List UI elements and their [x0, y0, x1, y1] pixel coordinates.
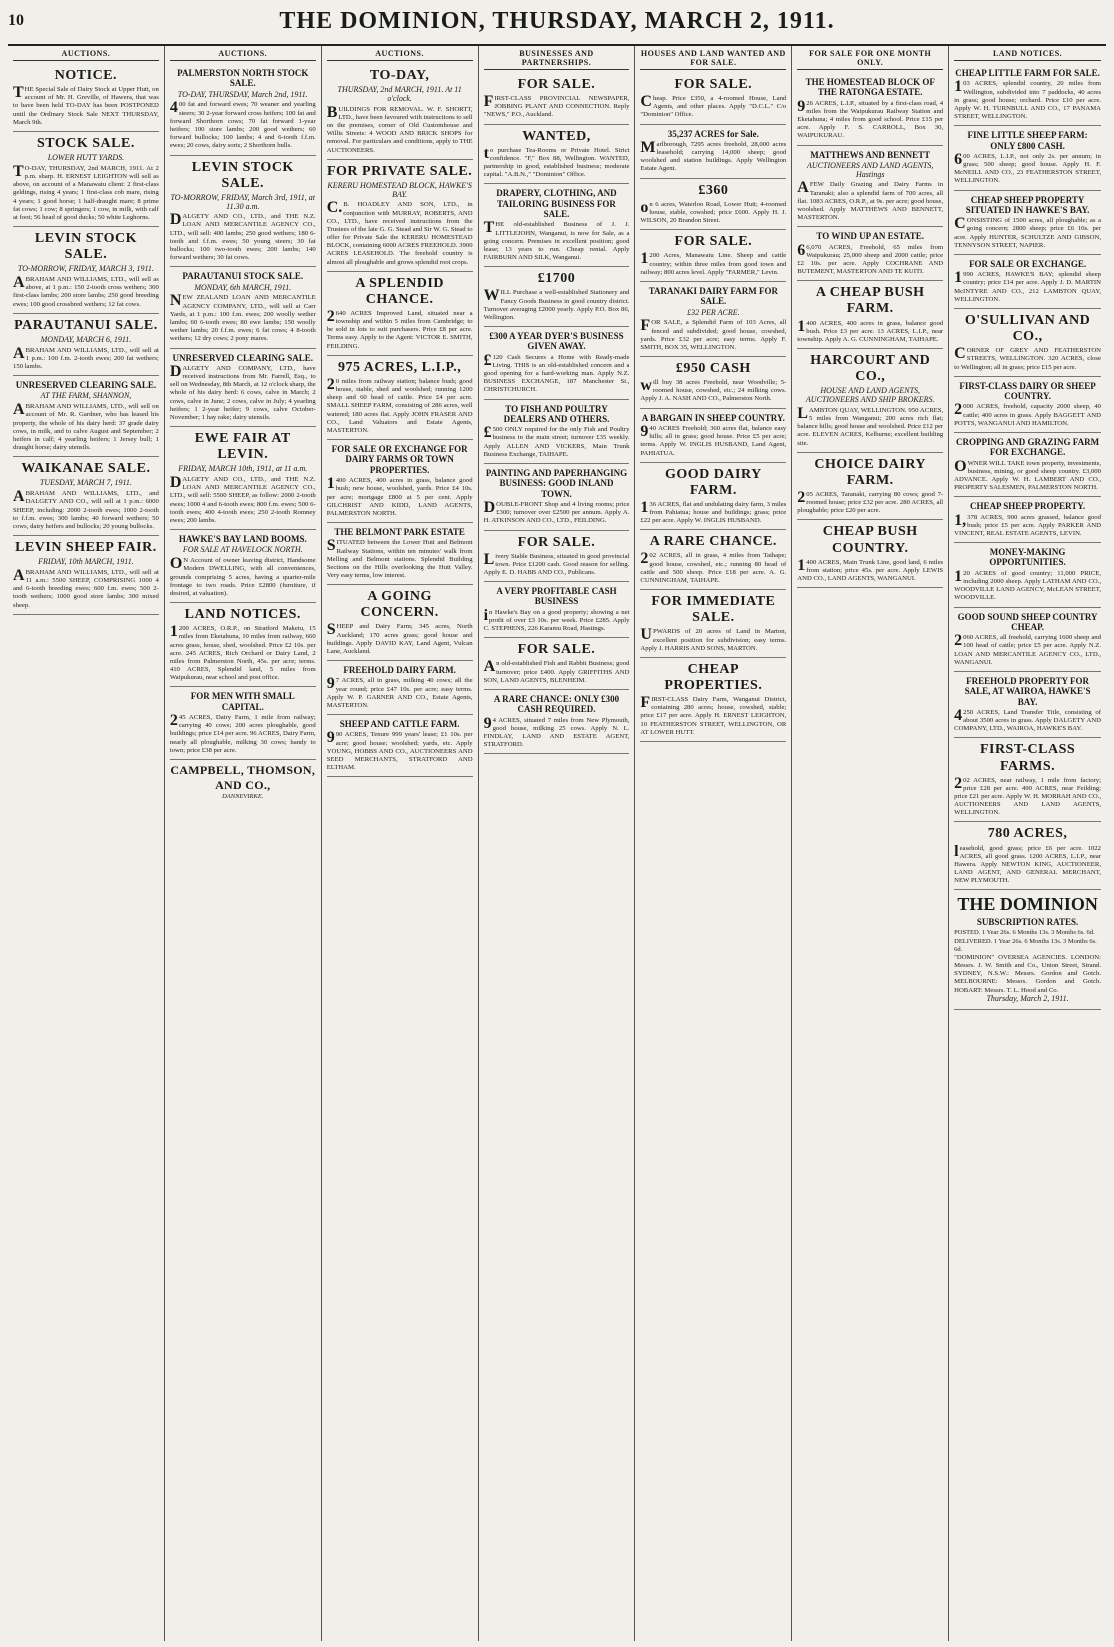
advertisement [640, 230, 786, 282]
advertisement [484, 464, 630, 531]
ad-body: to purchase Tea-Rooms or Private Hotel. Strict confidence. "F," Box 88, Wellington. WANTED, partnership in good, established business; moderate capital. "A.B.N.," "Dominion" Office. [483, 144, 630, 179]
ad-body: SITUATED between the Lower Hutt and Belmont Railway Stations, within ten minutes' walk from Melling and Belmont stations. Splendid Building Sections on the Hills overlooking the Hutt Valley. Very easy terms, low interest. [326, 537, 473, 580]
ad-body: 120 ACRES of good country; 11,000 PRICE, including 2000 sheep. Apply LATHAM AND CO., WOODVILLE LAND AGENCY, McLEAN STREET, WOODVILLE. [954, 567, 1101, 602]
advertisement [954, 64, 1101, 126]
advertisement [13, 132, 159, 227]
ad-title: MONEY-MAKING OPPORTUNITIES. [989, 547, 1066, 568]
ad-title: GOOD DAIRY FARM. [665, 466, 762, 498]
ad-title: CHEAP BUSH COUNTRY. [822, 524, 918, 556]
ad-title: TO-DAY, [369, 68, 430, 83]
advertisement [797, 281, 943, 349]
advertisement [640, 530, 786, 590]
column-heading: AUCTIONS. [327, 48, 473, 61]
ad-body: ABRAHAM AND WILLIAMS, LTD., will sell as above, at 1 p.m.: 150 2-tooth cross wethers; 300 first-class lambs; 200 store lambs; 250 good breeding ewes; 100 good crossbred wethers; 12 fat cows. [13, 274, 159, 308]
ad-title: CHEAP LITTLE FARM FOR SALE. [955, 68, 1100, 78]
advertisement [484, 690, 630, 754]
ad-body: DALGETY AND CO., LTD., and THE N.Z. LOAN AND MERCANTILE AGENCY CO., LTD., will sell: 400 lambs; 250 good wethers; 180 6-tooth and f.f.m. ewes; 50 young steers; 30 fat bullocks; 100 two-tooth ewes; 200 lambs; 140 forward wethers; 30 fat cows. [169, 211, 316, 262]
ad-body: DALGETY AND CO., LTD., and THE N.Z. LOAN AND MERCANTILE AGENCY CO., LTD., will sell: 5500 SHEEP, as follow: 2000 2-tooth ewes; 1000 4 and 6-tooth ewes; 800 f.m. ewes; 500 6-tooth ewes; 400 4-tooth ewes; 250 2-tooth Romney ewes; 200 lambs. [169, 474, 316, 524]
advertisement [170, 349, 316, 428]
ad-body: 400 fat and forward ewes; 70 weaner and yearling steers; 30 2-year forward cross heifers; 100 fat and forward Shorthorn cows; 70 fat forward 1-year heifers; 100 store lambs; 200 good wethers; 60 forward bullocks; 100 lambs; 4 and 6-tooth f.f.m. ewes; 20 cows, dairy sorts; 2 Shorthorn bulls. [169, 99, 316, 150]
advertisement [484, 582, 630, 638]
ad-title: CHOICE DAIRY FARM. [814, 456, 927, 488]
ad-title: TO FISH AND POULTRY DEALERS AND OTHERS. [503, 403, 610, 424]
ad-title: FIRST-CLASS DAIRY OR SHEEP COUNTRY. [959, 380, 1096, 402]
advertisement [13, 376, 159, 457]
ad-body: Marlborough, 7295 acres freehold, 28,000 acres leasehold; carrying 14,000 sheep; good woolshed and station buildings. Apply Wellington Estate Agent. [640, 138, 787, 173]
ad-body: will buy 38 acres Freehold, near Woodville; 5-roomed house, cowshed, etc.; 24 milking cows. Apply J. A. NASH AND CO., Palmerston North. [640, 377, 787, 403]
ad-body: BUILDINGS FOR REMOVAL. W. F. SHORTT, LTD., have been favoured with instructions to sell on the premises, corner of Old Customhouse and Willis Streets: 4 WOOD AND BRICK SHOPS for removal. For particulars and conditions, apply to THE AUCTIONEERS. [326, 103, 473, 154]
subscription-heading: SUBSCRIPTION RATES. [976, 917, 1079, 928]
ad-title: FOR SALE. [674, 77, 753, 92]
ad-body: in Hawke's Bay on a good property; showing a net profit of over £3 10s. per week. Price £285. Apply C. STEPHENS, 226 Karamu Road, Hastings. [483, 606, 630, 633]
column-1 [8, 46, 165, 1641]
ad-title: PALMERSTON NORTH STOCK SALE. [177, 68, 309, 89]
firm-name: CAMPBELL, THOMSON, AND CO., [170, 762, 316, 792]
ad-body: £500 ONLY required for the only Fish and Poultry business in the main street; turnover £35 weekly. Apply ALLEN AND VICKERS, Main Trunk Business Exchange, TAIHAPE. [483, 424, 630, 458]
column-heading: AUCTIONS. [170, 48, 316, 61]
ad-body: WILL Purchase a well-established Stationery and Fancy Goods Business in good country district. Turnover averaging £2000 yearly. Apply P.O. Box 86, Wellington. [483, 287, 630, 321]
ad-title: CHEAP PROPERTIES. [664, 661, 763, 693]
advertisement [484, 531, 630, 583]
column-heading: HOUSES AND LAND WANTED AND FOR SALE. [640, 48, 786, 70]
ad-title: FOR SALE. [517, 534, 596, 550]
ad-body: ABRAHAM AND WILLIAMS, LTD., will sell on account of Mr. R. Gardner, who has leased his property, the whole of his dairy herd: 37 grade dairy cows, in milk, and to calve August and September; 2 heifers in calf; 4 yearling heifers; 1 Jersey bull; 1 draught horse; dairy utensils. [13, 401, 159, 452]
column-heading: FOR SALE FOR ONE MONTH ONLY. [797, 48, 943, 70]
advertisement [954, 191, 1101, 255]
ad-title: STOCK SALE. [37, 135, 135, 151]
column-heading: LAND NOTICES. [954, 48, 1101, 61]
ad-title: 35,237 ACRES for Sale. [667, 128, 759, 139]
advertisement [954, 126, 1101, 190]
ad-body: FIRST-CLASS Dairy Farm, Wanganui District, containing 280 acres; house, cowshed, stable; price £17 per acre. Apply H. ERNEST LEIGHTON, 10 FEATHERSTON STREET, WELLINGTON, OR AT LOWER HUTT. [640, 694, 787, 736]
ad-body: LAMBTON QUAY, WELLINGTON. 950 ACRES, 5 miles from Wanganui; 200 acres rich flat; balance hills; good house and woolshed. Price £12 per acre. ELEVEN ACRES, Kelburne; excellent building site. [797, 404, 944, 447]
delivered-rates: DELIVERED. 1 Year 26s. 6 Months 13s. 3 Months 6s. 6d. [954, 937, 1097, 953]
advertisement [327, 356, 473, 440]
ad-title: FREEHOLD PROPERTY FOR SALE, AT WAIROA, HAWKE'S BAY. [964, 675, 1091, 707]
ad-body: on 6 acres, Waterloo Road, Lower Hutt; 4-roomed house, stable, cowshed; price £600. Apply H. J. WILSON, 20 Brandon Street. [640, 198, 787, 225]
ad-title: TARANAKI DAIRY FARM FOR SALE. [648, 285, 778, 307]
ad-body: 1400 ACRES, 400 acres in grass, balance good bush; new house, woolshed, yards. Price £4 10s. per acre; mortgage £800 at 5 per cent. Apply GILCHRIST AND KIDD, LAND AGENTS, PALMERSTON NORTH. [326, 475, 473, 517]
advertisement [327, 64, 473, 160]
ad-subtitle: AUCTIONEERS AND LAND AGENTS, Hastings [807, 160, 934, 179]
ad-title: FOR SALE. [517, 642, 596, 658]
ad-body: 1990 ACRES, HAWKE'S BAY; splendid sheep country; price £14 per acre. Apply J. D. MARTIN McINTYRE AND CO., 212 LAMBTON QUAY, WELLINGTON. [954, 269, 1101, 303]
advertisement [954, 608, 1101, 672]
ad-body: 20 miles from railway station; balance bush; good house, stable, shed and woolshed; running 1200 sheep and 60 head of cattle. Price £4 per acre. SMALL SHEEP FARM, consisting of 286 acres, well watered; 180 acres flat. Apply JOHN FRASER AND CO., Land Valuators and Estate Agents, MASTERTON. [326, 375, 473, 434]
ad-title: PAINTING AND PAPERHANGING BUSINESS: GOOD INLAND TOWN. [485, 467, 628, 499]
advertisement [484, 184, 630, 267]
ad-body: ABRAHAM AND WILLIAMS, LTD., will sell at 1 p.m.: 100 f.m. 2-tooth ewes; 200 fat wethers; 150 lambs. [13, 344, 159, 370]
advertisement [327, 715, 473, 777]
ad-title: 975 ACRES, L.I.P., [338, 359, 462, 375]
ad-title: 780 ACRES, [987, 826, 1068, 842]
ad-body: 2060 ACRES, all freehold, carrying 1600 sheep and 100 head of cattle; price £5 per acre. Apply N.Z. LOAN AND MERCANTILE AGENCY CO., LTD., WANGANUI. [954, 632, 1101, 666]
advertisement [954, 822, 1101, 890]
advertisement [170, 530, 316, 603]
ad-title: THE HOMESTEAD BLOCK OF THE RATONGA ESTATE. [805, 77, 935, 98]
ad-body: 600 ACRES, L.I.P., not only 2s. per annum; in grass; 500 sheep; good house. Apply H. F. McNEILL AND CO., 23 FEATHERSTON STREET, WELLINGTON. [954, 150, 1101, 185]
ad-body: ABRAHAM AND WILLIAMS, LTD., will sell at 11 a.m.: 5500 SHEEP, COMPRISING 1000 4 and 6-tooth breeding ewes; 600 f.m. ewes; 500 2-tooth wethers; 1000 good store lambs; 300 mixed sheep. [13, 566, 159, 609]
ad-body: SHEEP and Dairy Farm; 345 acres, North Auckland; 170 acres grass; good house and buildings. Apply DAVID KAY, Land Agent, Vulcan Lane, Auckland. [326, 621, 473, 655]
advertisement [327, 585, 473, 661]
ad-subtitle: LOWER HUTT YARDS. [47, 153, 125, 163]
advertisement [484, 73, 630, 125]
column-heading: AUCTIONS. [13, 48, 159, 61]
advertisement [170, 267, 316, 348]
advertisement [484, 267, 630, 327]
advertisement [170, 687, 316, 760]
advertisement [327, 523, 473, 585]
advertisement [797, 73, 943, 146]
ad-title: A BARGAIN IN SHEEP COUNTRY. [641, 412, 785, 423]
advertisement [170, 427, 316, 530]
ad-title: DRAPERY, CLOTHING, AND TAILORING BUSINESS FOR SALE. [496, 188, 617, 220]
ad-body: FIRST-CLASS PROVINCIAL NEWSPAPER, JOBBING PLANT AND CONNECTION. Reply "NEWS," P.O., Auckland. [483, 93, 630, 119]
ad-title: FOR SALE OR EXCHANGE. [969, 258, 1087, 269]
ad-subtitle: AT THE FARM, SHANNON, [40, 391, 132, 401]
advertisement [640, 409, 786, 463]
ad-body: 1400 ACRES, 400 acres in grass, balance good bush. Price £3 per acre. 13 ACRES, L.I.P., near township. Apply A. G. CUNNINGHAM, TAIHAPE. [797, 317, 944, 343]
ad-body: Cheap. Price £350, a 4-roomed House, Land Agents, and other places. Apply "D.C.L." C/o "Dominion" Office. [640, 93, 787, 119]
ad-body: leasehold, good grass; price £6 per acre. 1022 ACRES, all good grass. 1200 ACRES, L.I.P., near Hawera. Apply NEWTON KING, AUCTIONEER, LAND AGENT, AND GENERAL MERCHANT, NEW PLYMOUTH. [954, 842, 1101, 885]
ad-subtitle: MONDAY, MARCH 6, 1911. [40, 334, 132, 344]
ad-body: 103 ACRES, splendid country, 20 miles from Wellington, subdivided into 7 paddocks, 40 acres in grass; good house; orchard. Price £10 per acre. Apply W. H. TURNBULL AND CO., 17 PANAMA STREET, WELLINGTON. [954, 78, 1101, 121]
ad-body: UPWARDS of 20 acres of Land in Marton, excellent position for subdivision; easy terms. Apply J. HARRIS AND SONS, MARTON. [640, 626, 787, 652]
page-number: 10 [8, 12, 24, 29]
ad-body: 990 ACRES, Tenure 999 years' lease; £1 10s. per acre; good house; woolshed; yards, etc. Apply YOUNG, HOBBS AND CO., AUCTIONEERS AND SEED MERCHANTS, STRATFORD AND ELTHAM. [326, 729, 473, 772]
ad-title: A RARE CHANCE. [649, 534, 777, 550]
ad-body: 205 ACRES, Taranaki, carrying 80 cows; good 7-roomed house; price £32 per acre. 280 ACRES, all ploughable; price £20 per acre. [797, 488, 944, 515]
advertisement [327, 272, 473, 356]
ad-title: LAND NOTICES. [184, 607, 301, 623]
columns [8, 46, 1106, 1641]
ad-title: THE BELMONT PARK ESTATE [334, 527, 465, 538]
ad-body: £120 Cash Secures a Home with Ready-made Living. THIS is an old-established concern and a good opening for a hard-working man. Apply N.Z. BUSINESS EXCHANGE, 187 Manchester St., CHRISTCHURCH. [483, 351, 630, 394]
column-6 [792, 46, 949, 1641]
ad-title: UNRESERVED CLEARING SALE. [15, 380, 157, 391]
ad-title: A RARE CHANCE: ONLY £300 CASH REQUIRED. [493, 693, 620, 715]
ad-body: 202 ACRES, all in grass, 4 miles from Taihape; good house, cowshed, etc.; running 80 head of cattle and 500 sheep. Price £18 per acre. A. G. CUNNINGHAM, TAIHAPE. [640, 550, 787, 584]
ad-title: LEVIN STOCK SALE. [34, 231, 137, 263]
column-heading: BUSINESSES AND PARTNERSHIPS. [484, 48, 630, 70]
advertisement [640, 179, 786, 231]
advertisement [797, 227, 943, 281]
ad-body: C.B. HOADLEY AND SON, LTD., in conjunction with MURRAY, ROBERTS, AND CO., LTD., have received instructions from the Trustees of the late G. G. Stead and Sir W. G. Stead to offer for Private Sale the KERERU HOMESTEAD BLOCK, containing 6000 ACRES FREEHOLD. 3900 ACRES LEASEHOLD. The freehold country is almost all ploughable and grows splendid root crops. [326, 199, 473, 266]
advertisement [954, 738, 1101, 822]
advertisement [484, 327, 630, 400]
ad-title: £950 CASH [675, 361, 751, 377]
ad-body: CORNER OF GREY AND FEATHERSTON STREETS, WELLINGTON. 320 ACRES, close to Wellington; all in grass; price £15 per acre. [954, 345, 1101, 371]
advertisement [954, 433, 1101, 497]
newspaper-title: THE DOMINION, THURSDAY, MARCH 2, 1911. [279, 8, 835, 34]
ad-body: 136 ACRES, flat and undulating dairy farm, 3 miles from Pahiatua; house and buildings; grass; price £22 per acre. Apply W. INGLIS HUSBAND. [640, 498, 787, 525]
advertisement [640, 282, 786, 357]
advertisement [327, 661, 473, 715]
ad-body: 1,378 ACRES, 900 acres grassed, balance good bush; price £5 per acre. Apply PARKER AND VINCENT, REAL ESTATE AGENTS, LEVIN. [954, 511, 1101, 537]
ad-title: A CHEAP BUSH FARM. [815, 285, 925, 317]
ad-title: CHEAP SHEEP PROPERTY. [970, 501, 1086, 512]
ad-body: 202 ACRES, near railway, 1 mile from factory; price £28 per acre. 490 ACRES, near Feilding; price £21 per acre. Apply W. H. MORRAH AND CO., AUCTIONEERS AND LAND AGENTS, WELLINGTON. [954, 774, 1101, 817]
advertisement [797, 349, 943, 453]
ad-body: DALGETY AND COMPANY, LTD., have received instructions from Mr. Farrell, Esq., to sell on Wednesday, 8th March, at 12 o'clock sharp, the whole of his dairy herd: 6 cows, calve in March; 2 cows, calve in June; 2 cows, calve in July; 4 yearling heifers; 1 2-year heifer; 9 cows, calve October-November; 1 hay rake; dairy utensils. [169, 362, 316, 421]
column-5 [635, 46, 792, 1641]
advertisement [640, 357, 786, 409]
ad-body: NEW ZEALAND LOAN AND MERCANTILE AGENCY COMPANY, LTD., will sell at Carr Yards, at 1 p.m.: 100 f.m. ewes; 200 woolly wether lambs; 60 6-tooth ewes; 80 ewe lambs; 150 woolly wether lambs; 20 f.f.m. ewes; 6 fat cows; 4 8-tooth wethers; 12 dry cows; 2 pony mares. [169, 292, 316, 343]
ad-title: MATTHEWS AND BENNETT [810, 149, 931, 160]
ad-title: A VERY PROFITABLE CASH BUSINESS [496, 586, 617, 607]
advertisement [954, 309, 1101, 377]
ad-title: EWE FAIR AT LEVIN. [194, 431, 291, 463]
advertisement [797, 146, 943, 228]
ad-title: FOR SALE. [517, 77, 596, 92]
advertisement [484, 638, 630, 690]
ad-title: FREEHOLD DAIRY FARM. [343, 665, 456, 676]
posted-rates: POSTED. 1 Year 26s. 6 Months 13s. 3 Months 6s. 6d. [954, 929, 1095, 937]
ad-subtitle: FRIDAY, MARCH 10th, 1911, at 11 a.m. [178, 464, 308, 474]
ad-title: WANTED, [522, 128, 591, 144]
advertisement [954, 497, 1101, 543]
column-2 [165, 46, 322, 1641]
ad-body: 66,070 ACRES, Freehold, 65 miles from Waipukurau; 25,000 sheep and 2000 cattle; price £2 10s. per acre. Apply COCHRANE AND BUTEMENT, MASTERTON AND TE KUITI. [797, 241, 944, 276]
ad-title: TO WIND UP AN ESTATE. [816, 231, 925, 242]
ad-subtitle: TUESDAY, MARCH 7, 1911. [39, 478, 132, 488]
ad-title: A SPLENDID CHANCE. [355, 275, 444, 307]
ad-body: TO-DAY, THURSDAY, 2nd MARCH, 1911. At 2 p.m. sharp. H. ERNEST LEIGHTON will sell as above, on account of a Manawatu client: 2 first-class geldings, rising 4 years; 1 first-class cob mare, rising 4 years; 1 good horse; 1 half-draught mare; 8 prime fat cows; 1 cow; 8 springers; 1 cow, in milk, with calf at foot; 56 head of good ducks; 50 white Leghorns. [13, 162, 159, 221]
ad-body: 2000 ACRES, freehold, capacity 2000 sheep, 40 cattle; 400 acres in grass. Apply BAGGETT AND POTTS, WANGANUI AND HAMILTON. [954, 401, 1101, 427]
ad-title: HAWKE'S BAY LAND BOOMS. [178, 534, 307, 545]
ad-subtitle: TO-DAY, THURSDAY, March 2nd, 1911. [177, 89, 308, 99]
advertisement [170, 156, 316, 268]
advertisement [13, 227, 159, 314]
dominion-title: THE DOMINION [957, 894, 1098, 915]
ad-subtitle: TO-MORROW, FRIDAY, March 3rd, 1911, at 11.30 a.m. [170, 192, 316, 211]
advertisement [640, 463, 786, 531]
advertisement [13, 536, 159, 615]
column-3 [322, 46, 479, 1641]
ad-body: Livery Stable Business, situated in good provincial town. Price £1200 cash. Good reason for selling. Apply E. D. HABB AND CO., Publicans. [483, 550, 630, 576]
subscription-footer: Thursday, March 2, 1911. [986, 993, 1069, 1003]
ad-body: 1200 ACRES, O.R.P., on Stratford Maketu, 15 miles from Eketahuna, 10 miles from railway, 660 acres grass, house, shed, woolshed. Price £2 10s. per acre. 245 ACRES, Rich Orchard or Dairy Land, 2 miles from Palmerston North, 45s. per acre; terms. 410 ACRES, Splendid land, 5 miles from Waipukurau, near school and post office. [169, 623, 316, 682]
ad-title: FOR SALE OR EXCHANGE FOR DAIRY FARMS OR TOWN PROPERTIES. [331, 444, 468, 475]
ad-title: LEVIN STOCK SALE. [191, 159, 294, 191]
advertisement [640, 125, 786, 179]
advertisement [484, 125, 630, 185]
advertisement [484, 400, 630, 464]
ad-body: 4250 ACRES, Land Transfer Title, consisting of about 3500 acres in grass. Apply DALGETY AND COMPANY, LTD., WAIROA, HAWKE'S BAY. [954, 706, 1101, 733]
ad-title: GOOD SOUND SHEEP COUNTRY CHEAP. [957, 611, 1098, 632]
subscription-box [954, 890, 1101, 1010]
ad-subtitle: KERERU HOMESTEAD BLOCK, HAWKE'S BAY. [327, 180, 472, 199]
ad-subtitle: FRIDAY, 10th MARCH, 1911. [38, 557, 134, 567]
advertisement [640, 658, 786, 742]
advertisement [170, 64, 316, 156]
ad-title: FOR IMMEDIATE SALE. [651, 594, 776, 626]
ad-title: O'SULLIVAN AND CO., [964, 312, 1091, 345]
advertisement [797, 520, 943, 588]
ad-title: UNRESERVED CLEARING SALE. [172, 352, 313, 363]
ad-body: 94 ACRES, situated 7 miles from New Plymouth, good house, milking 25 cows. Apply N. L. FINDLAY, LAND AND ESTATE AGENT, STRATFORD. [483, 714, 630, 749]
ad-subtitle: £32 PER ACRE. [687, 307, 740, 317]
advertisement [954, 672, 1101, 739]
ad-body: 97 ACRES, all in grass, milking 40 cows; all the year round; price £47 10s. per acre; easy terms. Apply W. P. GARNER AND CO., Estate Agents, MASTERTON. [326, 675, 473, 709]
ad-body: ON Account of owner leaving district, Handsome Modern DWELLING, with all conveniences, grounds comprising 5 acres, having a quarter-mile frontage to two roads. Price £2800 (furniture, if desired, at valuation). [169, 555, 316, 597]
ad-body: 2640 ACRES Improved Land, situated near a township and within 5 miles from Cambridge; to be sold in lots to suit purchasers. Price £8 per acre. Terms easy. Apply to the Agent: VICTOR E. SMITH, FEILDING. [326, 307, 473, 350]
ad-title: £300 A YEAR DYER'S BUSINESS GIVEN AWAY. [489, 331, 624, 352]
ad-title: CROPPING AND GRAZING FARM FOR EXCHANGE. [956, 436, 1100, 458]
ad-body: FOR SALE, a Splendid Farm of 103 Acres, all fenced and subdivided; good house, cowshed, yards. Price £32 per acre; easy terms. Apply F. SMITH, BOX 35, WELLINGTON. [640, 317, 787, 351]
firm-place: DANNEVIRKE. [222, 792, 264, 800]
ad-body: 245 ACRES, Dairy Farm, 1 mile from railway; carrying 40 cows; 200 acres ploughable, good buildings; price £14 per acre. 96 ACRES, Dairy Farm, nearly all ploughable, milking 30 cows; handy to town; price £38 per acre. [169, 712, 316, 754]
ad-body: 1400 ACRES, Main Trunk Line, good land, 6 miles from station; price 45s. per acre. Apply LEWIS AND CO., LAND AGENTS, WANGANUI. [797, 556, 944, 582]
ad-title: HARCOURT AND CO., [810, 353, 931, 385]
advertisement [170, 603, 316, 687]
ad-title: FOR PRIVATE SALE. [326, 163, 473, 179]
ad-title: WAIKANAE SALE. [21, 461, 151, 477]
ad-body: CONSISTING of 1500 acres, all ploughable; as a going concern; 2800 sheep; price £6 10s. per acre. Apply HUNTER, SCHULTZE AND GIBSON, TENNYSON STREET, NAPIER. [954, 215, 1101, 249]
column-4 [479, 46, 636, 1641]
ad-title: NOTICE. [54, 68, 118, 83]
advertisement [954, 543, 1101, 607]
ad-title: PARAUTANUI STOCK SALE. [182, 271, 304, 282]
ad-body: AFEW Daily Grazing and Dairy Farms in Taranaki; also a splendid farm of 700 acres, all flat. 1083 ACRES, O.R.P., at 9s. per acre; good house, woolshed. Apply MATTHEWS AND BENNETT, MASTERTON. [797, 179, 944, 222]
ad-body: ABRAHAM AND WILLIAMS, LTD., and DALGETY AND CO., will sell at 1 p.m.: 6000 SHEEP, including: 2000 2-tooth ewes; 1000 2-tooth to f.f.m. ewes; 300 lambs; 40 forward wethers; 50 cows, dairy heifers and bullocks; 20 young bullocks. [13, 488, 159, 530]
advertisement [327, 440, 473, 523]
ad-title: FIRST-CLASS FARMS. [979, 742, 1076, 774]
ad-body: OWNER WILL TAKE town property, investments, business, mining, or good sheep country. £3,000 ADVANCE. Apply W. H. LAMBERT AND CO., PROPERTY SALESMEN, PALMERSTON NORTH. [954, 457, 1101, 492]
masthead [8, 4, 1106, 46]
ad-title: £1700 [537, 271, 576, 287]
ad-body: 926 ACRES, L.I.P., situated by a first-class road, 4 miles from the Waipukurau Railway Station and Eketahuna; 4 miles from good school. Price £15 per acre. Apply F. S. CARROLL, Box 30, WAIPUKURAU. [797, 97, 944, 140]
ad-title: SHEEP AND CATTLE FARM. [339, 719, 460, 730]
advertisement [640, 590, 786, 658]
advertisement [13, 457, 159, 536]
advertisement [954, 255, 1101, 309]
ad-body: THE Special Sale of Dairy Stock at Upper Hutt, on account of Mr. H. Greville, of Hawera, that was to have been held TO-DAY has been POSTPONED until the Ordinary Stock Sale NEXT THURSDAY, March 9th. [13, 84, 159, 126]
ad-subtitle: THURSDAY, 2nd MARCH, 1911. At 11 o'clock. [337, 85, 462, 103]
advertisement [327, 160, 473, 272]
column-7 [949, 46, 1106, 1641]
ad-title: CHEAP SHEEP PROPERTY SITUATED IN HAWKE'S BAY. [965, 194, 1090, 215]
ad-body: 940 ACRES Freehold; 360 acres flat, balance easy hills; all in grass; good house. Price £5 per acre; terms. Apply W. INGLIS HUSBAND, Land Agent, PAHIATUA. [640, 422, 787, 457]
advertisement [13, 314, 159, 376]
ad-subtitle: HOUSE AND LAND AGENTS, AUCTIONEERS AND SHIP BROKERS. [805, 386, 935, 405]
advertisement [640, 73, 786, 125]
ad-title: £360 [698, 182, 729, 198]
ad-body: An old-established Fish and Rabbit Business; good turnover; price £400. Apply GRIFFITHS AND SON, LAND AGENTS, BLENHEIM. [483, 658, 630, 684]
ad-subtitle: FOR SALE AT HAVELOCK NORTH. [182, 545, 303, 555]
ad-subtitle: TO-MORROW, FRIDAY, MARCH 3, 1911. [17, 264, 154, 274]
ad-title: LEVIN SHEEP FAIR. [15, 540, 157, 556]
ad-title: FOR MEN WITH SMALL CAPITAL. [190, 691, 295, 712]
ad-title: FINE LITTLE SHEEP FARM: ONLY £800 CASH. [967, 130, 1088, 151]
ad-body: 1200 Acres, Manawatu Line. Sheep and cattle country; within three miles from good town and railway; 800 acres level. Apply "FARMER," Levin. [640, 250, 787, 276]
ad-body: THE old-established Business of J. J. LITTLEJOHN, Wanganui, is now for Sale, as a going concern. Premises in excellent position; good lease; 13 years to run. Cheap rental. Apply FAIRBURN AND SILK, Wanganui. [483, 219, 630, 262]
advertisement [13, 64, 159, 132]
advertisement [954, 377, 1101, 433]
oversea-agencies: "DOMINION" OVERSEA AGENCIES. LONDON: Messrs. J. W. Smith and Co., Union Street, Strand. SYDNEY, N.S.W.: Messrs. Gordon and Gotch. MELBOURNE: Messrs. Gordon and Gotch. HOBART: Messrs. T. L. Hood and Co. [954, 953, 1101, 994]
ad-title: A GOING CONCERN. [360, 589, 439, 621]
ad-subtitle: MONDAY, 6th MARCH, 1911. [194, 282, 292, 292]
advertisement [797, 453, 943, 521]
ad-body: DOUBLE-FRONT Shop and 4 living rooms; price £300; turnover over £2500 per annum. Apply A. H. ATKINSON AND CO., LTD., FEILDING. [483, 499, 630, 525]
ad-title: FOR SALE. [674, 234, 753, 250]
ad-title: PARAUTANUI SALE. [14, 317, 158, 333]
